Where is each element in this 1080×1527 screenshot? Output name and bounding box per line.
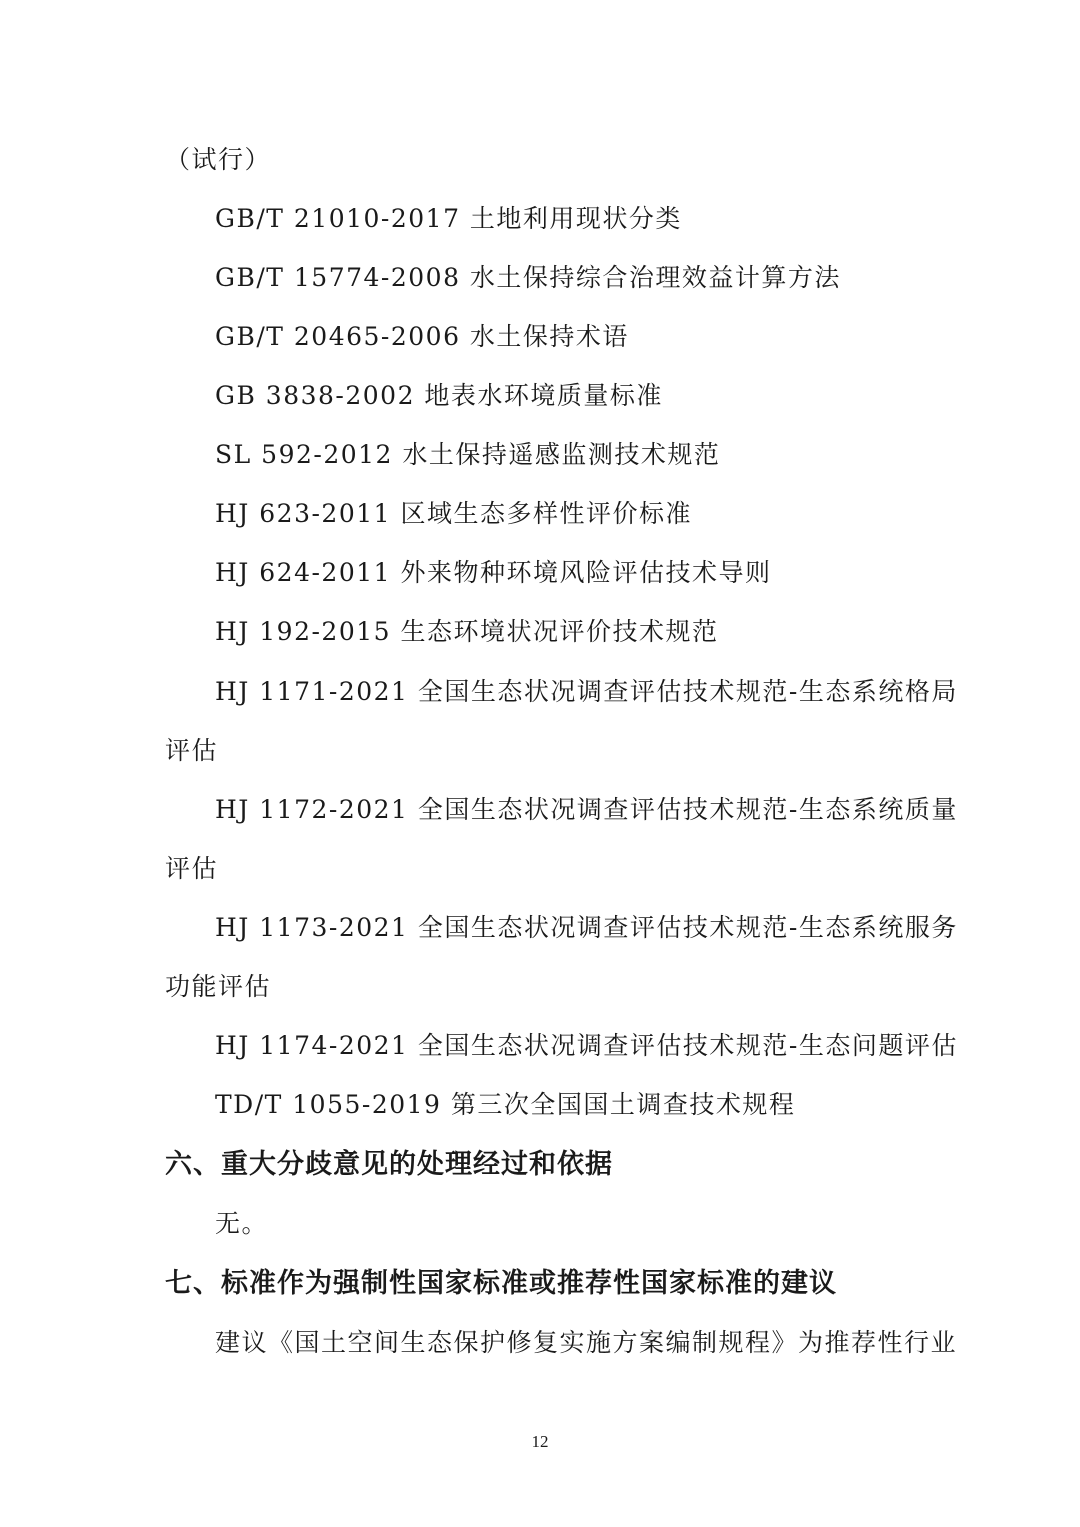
reference-line: HJ 192-2015 生态环境状况评价技术规范 [215,617,719,646]
reference-line: HJ 1171-2021 全国生态状况调查评估技术规范-生态系统格局 [215,677,958,706]
reference-line: HJ 623-2011 区域生态多样性评价标准 [215,499,693,528]
reference-line-continuation: 评估 [165,736,219,765]
reference-line: HJ 1173-2021 全国生态状况调查评估技术规范-生态系统服务 [215,913,958,942]
section-7-heading: 七、标准作为强制性国家标准或推荐性国家标准的建议 [165,1268,837,1299]
reference-line: GB 3838-2002 地表水环境质量标准 [215,381,663,410]
section-6-heading: 六、重大分歧意见的处理经过和依据 [165,1149,613,1180]
trial-note: （试行） [165,145,272,174]
section-7-body: 建议《国土空间生态保护修复实施方案编制规程》为推荐性行业 [215,1328,958,1357]
reference-line: GB/T 21010-2017 土地利用现状分类 [215,204,682,233]
reference-line: TD/T 1055-2019 第三次全国国土调查技术规程 [215,1090,796,1119]
reference-line: HJ 624-2011 外来物种环境风险评估技术导则 [215,558,772,587]
reference-line: GB/T 15774-2008 水土保持综合治理效益计算方法 [215,263,841,292]
reference-line: GB/T 20465-2006 水土保持术语 [215,322,629,351]
page-number: 12 [531,1432,549,1451]
reference-line: SL 592-2012 水土保持遥感监测技术规范 [215,440,721,469]
reference-line: HJ 1174-2021 全国生态状况调查评估技术规范-生态问题评估 [215,1031,958,1060]
section-6-body: 无。 [215,1209,269,1238]
reference-line-continuation: 功能评估 [165,972,272,1001]
reference-line-continuation: 评估 [165,854,219,883]
reference-line: HJ 1172-2021 全国生态状况调查评估技术规范-生态系统质量 [215,795,958,824]
